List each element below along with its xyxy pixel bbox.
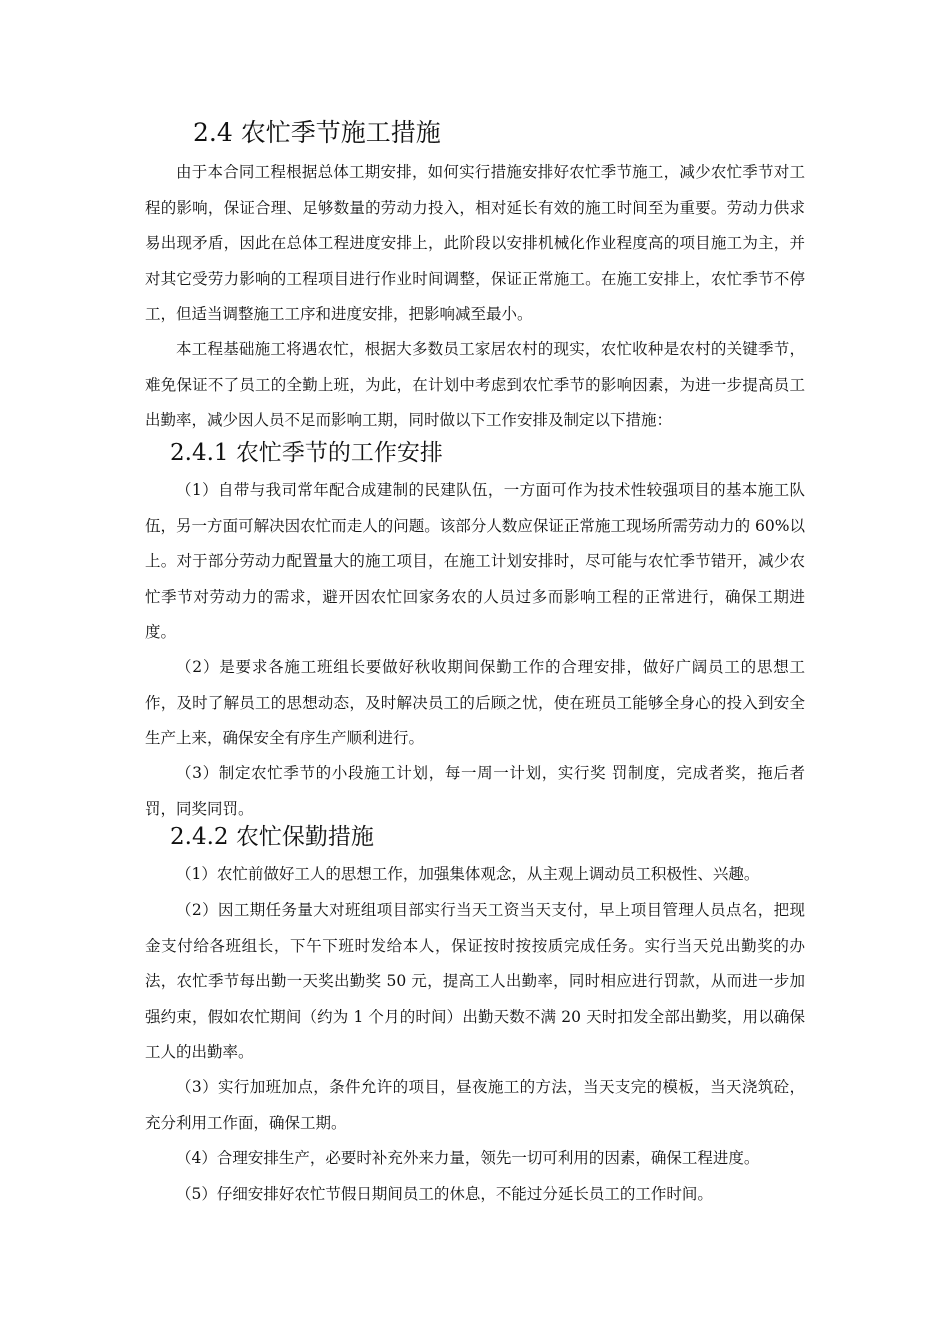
list-item-2-4-2-4: （4）合理安排生产，必要时补充外来力量，领先一切可利用的因素，确保工程进度。	[176, 1149, 760, 1167]
paragraph-2-4-intro: 由于本合同工程根据总体工期安排，如何实行措施安排好农忙季节施工，减少农忙季节对工程的影响，保证合理、足够数量的劳动力投入，相对延长有效的施工时间至为重要。劳动力供求易出现矛盾，因此在总体工程进度安排上，此阶段以安排机械化作业程度高的项目施工为主，并对其它受劳力影响的工程项目进行作业时间调整，保证正常施工。在施工安排上，农忙季节不停工，但适当调整施工工序和进度安排，把影响减至最小。	[145, 163, 805, 323]
list-item-2-4-2-5: （5）仔细安排好农忙节假日期间员工的休息，不能过分延长员工的工作时间。	[176, 1185, 713, 1203]
paragraph-2-4-measures: 本工程基础施工将遇农忙，根据大多数员工家居农村的现实，农忙收种是农村的关键季节，难免保证不了员工的全勤上班，为此，在计划中考虑到农忙季节的影响因素，为进一步提高员工出勤率，减少因人员不足而影响工期，同时做以下工作安排及制定以下措施：	[145, 340, 805, 429]
list-item-2-4-2-2: （2）因工期任务量大对班组项目部实行当天工资当天支付，早上项目管理人员点名，把现金支付给各班组长，下午下班时发给本人，保证按时按按质完成任务。实行当天兑出勤奖的办法，农忙季节每出勤一天奖出勤奖 50 元，提高工人出勤率，同时相应进行罚款，从而进一步加强约束，假如农忙期间（约为 1 个月的时间）出勤天数不满 20 天时扣发全部出勤奖，用以确保工人的出勤率。	[145, 901, 805, 1061]
list-item-2-4-2-1: （1）农忙前做好工人的思想工作，加强集体观念，从主观上调动员工积极性、兴趣。	[176, 865, 760, 883]
list-item-2-4-1-2: （2）是要求各施工班组长要做好秋收期间保勤工作的合理安排，做好广阔员工的思想工作，及时了解员工的思想动态，及时解决员工的后顾之忧，使在班员工能够全身心的投入到安全生产上来，确保安全有序生产顺利进行。	[145, 658, 805, 747]
list-item-2-4-1-1: （1）自带与我司常年配合成建制的民建队伍，一方面可作为技术性较强项目的基本施工队伍，另一方面可解决因农忙而走人的问题。该部分人数应保证正常施工现场所需劳动力的 60%以上。对于部分劳动力配置量大的施工项目，在施工计划安排时，尽可能与农忙季节错开，减少农忙季节对劳动力的需求，避开因农忙回家务农的人员过多而影响工程的正常进行，确保工期进度。	[145, 481, 805, 641]
section-heading-2-4-2: 2.4.2 农忙保勤措施	[170, 824, 374, 850]
section-heading-2-4: 2.4 农忙季节施工措施	[193, 118, 441, 147]
list-item-2-4-1-3: （3）制定农忙季节的小段施工计划，每一周一计划，实行奖 罚制度，完成者奖，拖后者罚，同奖同罚。	[145, 764, 805, 818]
section-heading-2-4-1: 2.4.1 农忙季节的工作安排	[170, 440, 443, 466]
list-item-2-4-2-3: （3）实行加班加点，条件允许的项目，昼夜施工的方法，当天支完的模板，当天浇筑砼，充分利用工作面，确保工期。	[145, 1078, 805, 1132]
